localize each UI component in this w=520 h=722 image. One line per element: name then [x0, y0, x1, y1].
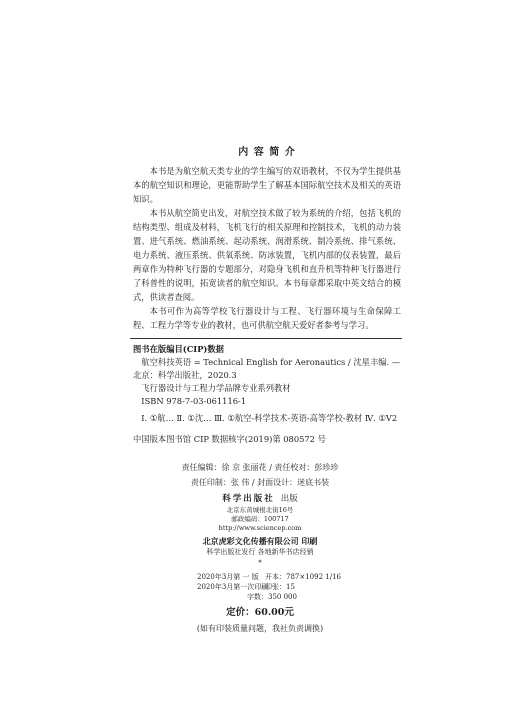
cip-classification: Ⅰ. ①航… Ⅱ. ①沈… Ⅲ. ①航空-科学技术-英语-高等学校-教材 Ⅳ. ①V2: [141, 413, 398, 423]
credits-editors: 责任编辑：徐 京 张丽花 / 责任校对：彭珍珍: [181, 463, 339, 472]
cip-isbn: ISBN 978-7-03-061116-1: [141, 396, 247, 406]
first-printing: 2020年3月第一次印刷: [197, 583, 269, 591]
publisher-address: 北京东黄城根北街16号: [226, 506, 294, 514]
section-divider: [130, 338, 402, 339]
price-label: 定价：60.00元: [226, 607, 294, 618]
word-count: 字数：350 000: [247, 593, 297, 601]
publisher-suffix: 出版: [280, 494, 298, 504]
cip-title-line: 航空科技英语 = Technical English for Aeronautics / 沈星丰编. —北京：科学出版社，2020.3: [133, 357, 401, 380]
publisher-website: http://www.sciencep.com: [218, 524, 302, 532]
cip-data-block: [133, 343, 401, 446]
content-summary: [133, 146, 401, 332]
separator-star: *: [258, 559, 262, 567]
printed-sheets: 印张：15: [265, 583, 295, 591]
cip-series: 飞行器设计与工程力学品牌专业系列教材: [141, 383, 291, 393]
word-count-row: [197, 592, 341, 602]
edition-info: [197, 572, 341, 602]
cip-number: 中国版本图书馆 CIP 数据核字(2019)第 080572 号: [133, 434, 326, 444]
word-count-spacer: [197, 592, 247, 602]
publisher-name: 科学出版社: [222, 494, 275, 504]
summary-title: 内 容 简 介: [238, 147, 296, 158]
publisher-block: [0, 493, 520, 568]
credits-block: [0, 460, 520, 490]
summary-paragraph-1: 本书是为航空航天类专业的学生编写的双语教材，不仅为学生提供基本的航空知识和理论，更能帮助学生了解基本国际航空技术及相关的英语知识。: [133, 166, 401, 204]
printing-row: [197, 582, 341, 592]
summary-paragraph-3: 本书可作为高等学校飞行器设计与工程、飞行器环境与生命保障工程、工程力学等专业的教材，也可供航空航天爱好者参考与学习。: [133, 306, 401, 330]
credits-production: 责任印制：张 伟 / 封面设计：迷底书装: [190, 478, 330, 487]
publisher-name-line: [0, 493, 520, 506]
quality-note: (如有印装质量问题，我社负责调换): [196, 624, 324, 633]
printer-line: 北京虎彩文化传播有限公司 印刷: [202, 536, 318, 546]
first-edition: 2020年3月第 一 版: [197, 573, 259, 581]
book-format: 开本：787×1092 1/16: [265, 573, 341, 581]
edition-row: [197, 572, 341, 582]
publisher-postcode: 邮政编码：100717: [231, 515, 289, 523]
cip-heading: 图书在版编目(CIP)数据: [133, 344, 224, 354]
summary-paragraph-2: 本书从航空简史出发，对航空技术做了较为系统的介绍，包括飞机的结构类型、组成及材料，飞机飞行的相关原理和控制技术，飞机的动力装置、进气系统、燃油系统、起动系统、润滑系统、制冷系统、排气系统、电力系统、液压系统、供氧系统、防冰装置，飞机内部的仪表装置，最后两章作为特种飞行器的专题部分，对隐身飞机和直升机等特种飞行器进行了科普性的说明，拓宽读者的航空知识。本书每章都采取中英文结合的模式，供读者查阅。: [133, 208, 401, 302]
distribution-line: 科学出版社发行 各地新华书店经销: [206, 548, 314, 556]
